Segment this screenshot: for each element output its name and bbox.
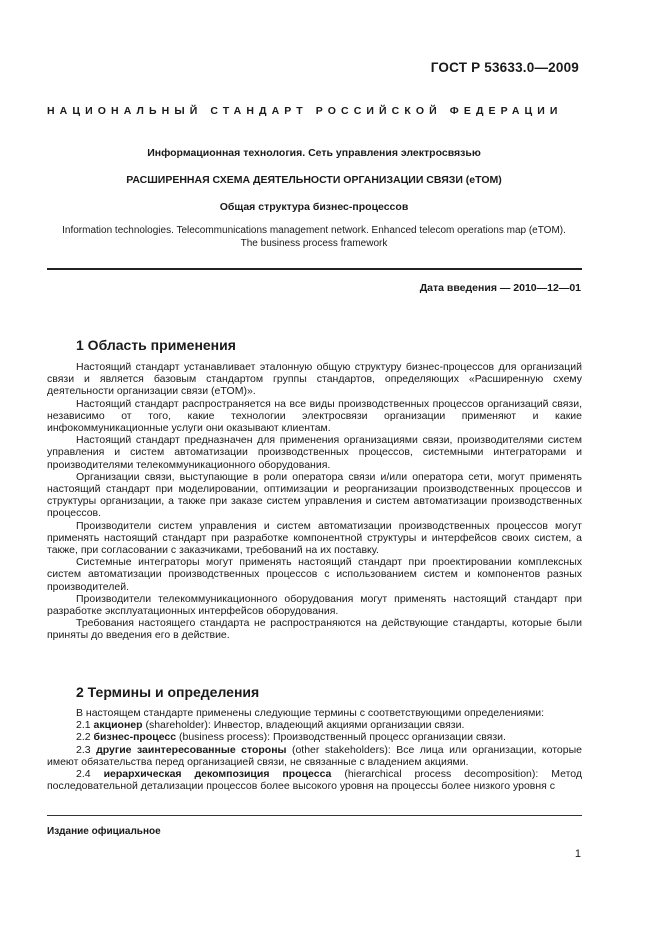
paragraph: Системные интеграторы могут применять настоящий стандарт при проектировании комплексных систем автоматизации производственных процессов с использованием систем и компонентов разных производителей. xyxy=(47,556,582,593)
paragraph: Требования настоящего стандарта не распространяются на действующие стандарты, которые были приняты до введения его в действие. xyxy=(47,617,582,642)
term-entry xyxy=(47,744,582,768)
term-number: 2.4 xyxy=(76,768,91,781)
term-definition: (business process): Производственный процесс организации связи. xyxy=(179,731,506,744)
section-2-intro: В настоящем стандарте применены следующие термины с соответствующими определениями: xyxy=(76,707,545,719)
paragraph: Производители телекоммуникационного оборудования могут применять настоящий стандарт при разработке эксплуатационных интерфейсов оборудования. xyxy=(47,592,582,618)
title-line-2: РАСШИРЕННАЯ СХЕМА ДЕЯТЕЛЬНОСТИ ОРГАНИЗАЦИИ СВЯЗИ (eTOM) xyxy=(126,174,502,186)
paragraph: Организации связи, выступающие в роли оператора связи и/или оператора сети, могут применять настоящий стандарт при моделировании, оптимизации и реорганизации производственных процессов и структуры организации, а также при заказе систем управления и систем автоматизации производственных процессов. xyxy=(47,470,582,520)
footer-divider xyxy=(47,815,582,816)
section-2-heading: 2 Термины и определения xyxy=(76,684,260,700)
section-2-body xyxy=(47,707,582,792)
paragraph: Производители систем управления и систем автоматизации производственных процессов могут применять настоящий стандарт при разработке компонентной структуры и интерфейсов своих систем, а также, при согласовании с заказчиками, требований на их поставку. xyxy=(47,519,582,557)
paragraph: Настоящий стандарт предназначен для применения организациями связи, производителями систем управления и систем автоматизации производственных процессов, системными интеграторами и производителями телекоммуникационного оборудования. xyxy=(47,434,582,471)
title-line-1: Информационная технология. Сеть управления электросвязью xyxy=(147,147,481,159)
term-name: бизнес-процесс xyxy=(93,731,177,744)
title-line-3: Общая структура бизнес-процессов xyxy=(219,201,409,213)
document-code: ГОСТ Р 53633.0—2009 xyxy=(430,60,579,75)
term-name: акционер xyxy=(93,719,143,732)
header-divider xyxy=(47,268,582,270)
section-1-body xyxy=(47,361,582,642)
introduction-date: Дата введения — 2010—12—01 xyxy=(419,282,581,294)
term-number: 2.1 xyxy=(76,719,91,732)
term-entry xyxy=(47,731,582,743)
paragraph: Настоящий стандарт распространяется на все виды производственных процессов организаций связи, независимо от того, какие технологии электросвязи организации применяют и какие инфокоммуникационные услуги они оказывают клиентам. xyxy=(47,397,582,435)
official-edition-label: Издание официальное xyxy=(47,826,161,837)
english-title-line-2: The business process framework xyxy=(240,237,388,249)
term-number: 2.3 xyxy=(76,743,91,756)
section-1-heading: 1 Область применения xyxy=(76,337,236,353)
term-number: 2.2 xyxy=(76,731,91,744)
english-title-line-1: Information technologies. Telecommunications management network. Enhanced telecom operations map (eTOM). xyxy=(62,225,566,236)
term-entry xyxy=(47,768,582,792)
english-title xyxy=(47,225,581,250)
term-definition: (shareholder): Инвестор, владеющий акциями организации связи. xyxy=(145,719,465,732)
page-number: 1 xyxy=(574,848,581,860)
term-entry xyxy=(47,719,582,731)
term-name: другие заинтересованные стороны xyxy=(96,743,287,756)
term-definition: (other stakeholders): Все лица или организации, которые имеют обязательства перед организацией связи, не связанные с владением акциями. xyxy=(47,743,582,768)
national-standard-heading: НАЦИОНАЛЬНЫЙ СТАНДАРТ РОССИЙСКОЙ ФЕДЕРАЦИИ xyxy=(47,105,563,117)
term-definition: (hierarchical process decomposition): Метод последовательной детализации процессов более высокого уровня на процессы более низкого уровня с xyxy=(47,768,583,793)
paragraph: Настоящий стандарт устанавливает эталонную общую структуру бизнес-процессов для организаций связи и является базовым стандартом группы стандартов, определяющих «Расширенную схему деятельности организации связи (eTOM)». xyxy=(47,361,582,398)
term-name: иерархическая декомпозиция процесса xyxy=(103,768,332,781)
